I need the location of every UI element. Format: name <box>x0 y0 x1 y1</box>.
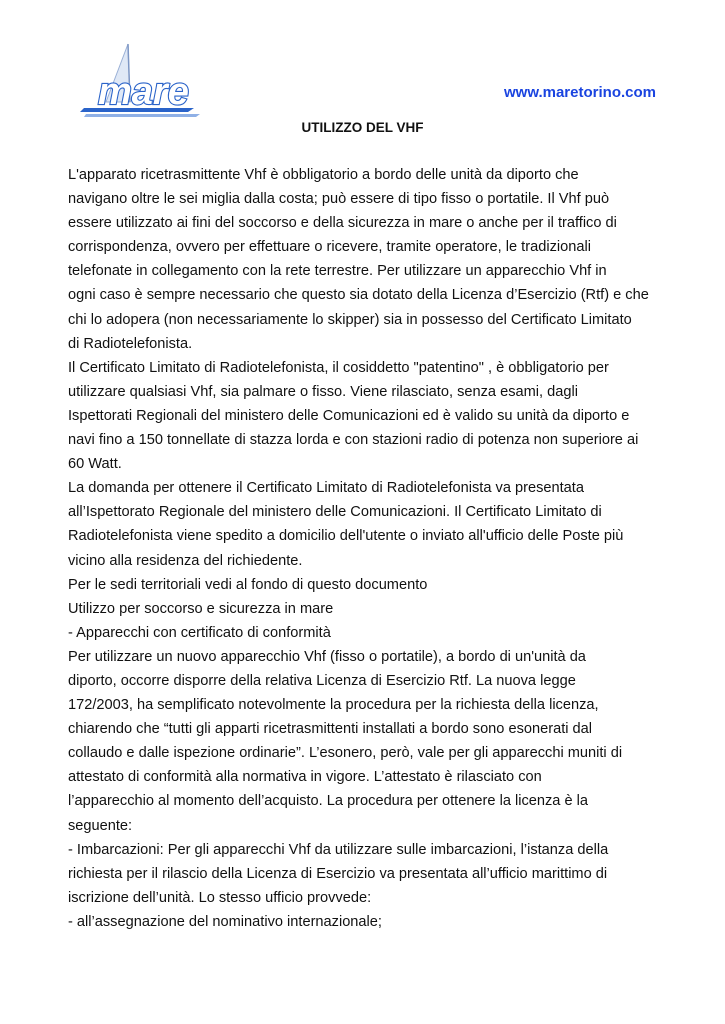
text-line: 60 Watt. <box>68 456 122 473</box>
text-line: telefonate in collegamento con la rete terrestre. Per utilizzare un apparecchio Vhf in <box>68 263 607 280</box>
text-line: La domanda per ottenere il Certificato Limitato di Radiotelefonista va presentata <box>68 480 584 497</box>
site-url-link[interactable]: www.maretorino.com <box>504 84 656 101</box>
text-line: corrispondenza, ovvero per effettuare o ricevere, tramite operatore, le tradizionali <box>68 239 591 256</box>
text-line: 172/2003, ha semplificato notevolmente la procedura per la richiesta della licenza, <box>68 697 599 714</box>
text-line: collaudo e dalle ispezione ordinarie”. L’esonero, però, vale per gli apparecchi muniti di <box>68 745 623 762</box>
text-line: L'apparato ricetrasmittente Vhf è obbligatorio a bordo delle unità da diporto che <box>68 167 579 183</box>
text-line: navi fino a 150 tonnellate di stazza lorda e con stazioni radio di potenza non superiore ai <box>68 432 639 449</box>
text-line: navigano oltre le sei miglia dalla costa; può essere di tipo fisso o portatile. Il Vhf può <box>68 191 610 208</box>
text-line: - Apparecchi con certificato di conformità <box>68 624 331 641</box>
text-line: utilizzare qualsiasi Vhf, sia palmare o fisso. Viene rilasciato, senza esami, dagli <box>68 383 578 400</box>
text-line: - all’assegnazione del nominativo internazionale; <box>68 913 382 930</box>
text-line: Ispettorati Regionali del ministero delle Comunicazioni ed è valido su unità da diporto e <box>68 407 630 424</box>
text-line: richiesta per il rilascio della Licenza di Esercizio va presentata all’ufficio marittimo di <box>68 865 608 882</box>
document-title: UTILIZZO DEL VHF <box>301 120 424 135</box>
text-line: ogni caso è sempre necessario che questo sia dotato della Licenza d’Esercizio (Rtf) e che <box>68 287 649 304</box>
text-line: Per le sedi territoriali vedi al fondo di questo documento <box>68 576 428 593</box>
text-line: diporto, occorre disporre della relativa Licenza di Esercizio Rtf. La nuova legge <box>68 672 576 689</box>
mare-logo <box>76 42 204 124</box>
sailboat-logo-icon <box>76 42 204 124</box>
text-line: chi lo adopera (non necessariamente lo skipper) sia in possesso del Certificato Limitato <box>68 311 632 328</box>
text-line: attestato di conformità alla normativa in vigore. L’attestato è rilasciato con <box>68 769 542 786</box>
text-line: iscrizione dell’unità. Lo stesso ufficio provvede: <box>68 889 372 906</box>
text-line: seguente: <box>68 817 133 834</box>
document-body <box>68 163 668 934</box>
text-line: vicino alla residenza del richiedente. <box>68 552 303 569</box>
text-line: di Radiotelefonista. <box>68 335 193 352</box>
text-line: essere utilizzato ai fini del soccorso e della sicurezza in mare o anche per il traffico di <box>68 215 617 232</box>
text-line: chiarendo che “tutti gli apparti ricetrasmittenti installati a bordo sono esonerati dal <box>68 721 593 738</box>
text-line: l’apparecchio al momento dell’acquisto. La procedura per ottenere la licenza è la <box>68 793 589 810</box>
text-line: all’Ispettorato Regionale del ministero delle Comunicazioni. Il Certificato Limitato di <box>68 504 602 521</box>
text-line: - Imbarcazioni: Per gli apparecchi Vhf da utilizzare sulle imbarcazioni, l’istanza della <box>68 841 609 858</box>
text-line: Radiotelefonista viene spedito a domicilio dell'utente o inviato all'ufficio delle Poste più <box>68 528 624 545</box>
logo-text: mare <box>98 71 189 113</box>
text-line: Utilizzo per soccorso e sicurezza in mare <box>68 600 334 617</box>
text-line: Il Certificato Limitato di Radiotelefonista, il cosiddetto "patentino" , è obbligatorio per <box>68 359 609 376</box>
text-line: Per utilizzare un nuovo apparecchio Vhf (fisso o portatile), a bordo di un'unità da <box>68 648 586 665</box>
